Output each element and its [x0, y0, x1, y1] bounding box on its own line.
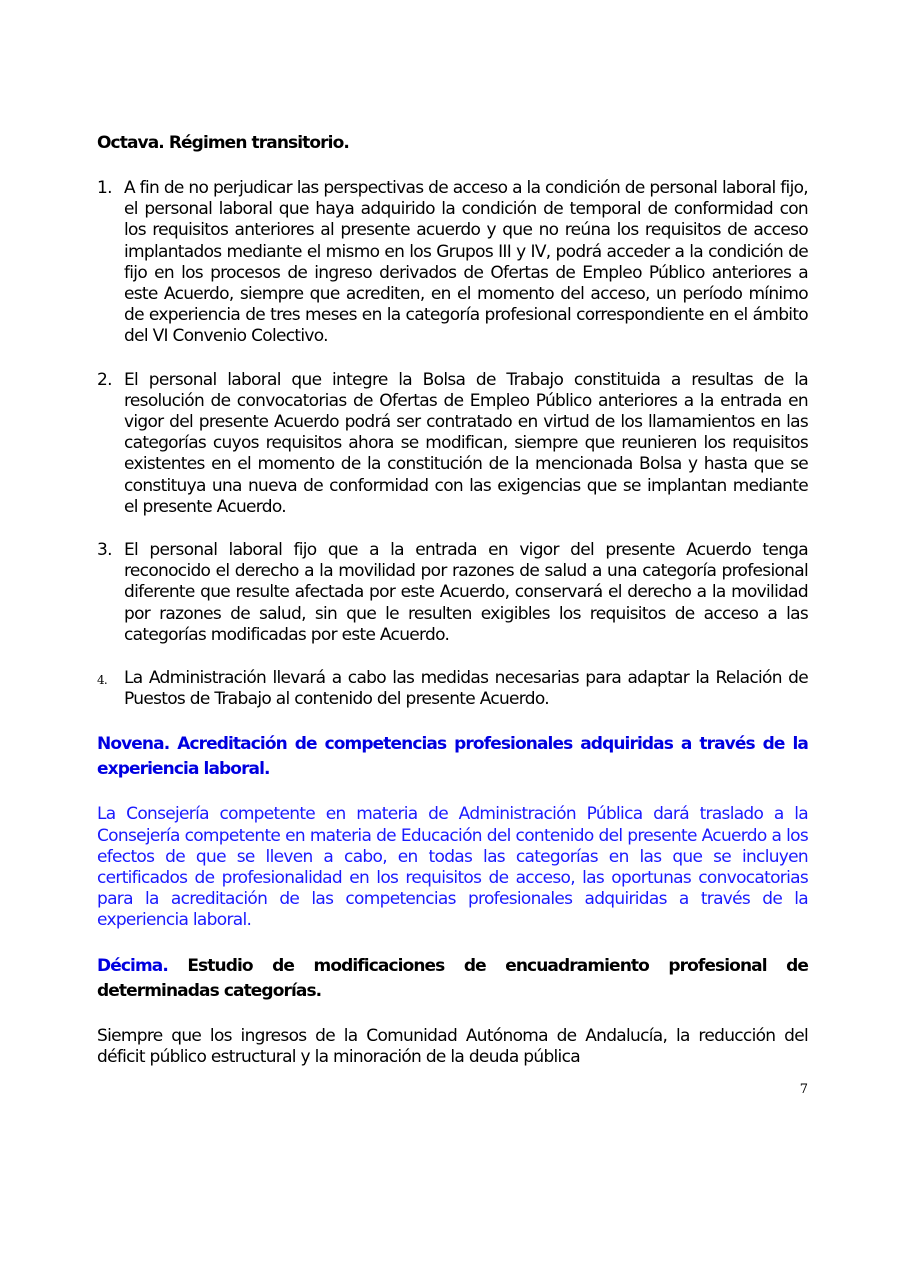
list-item	[97, 668, 808, 710]
list-number: 1.	[97, 178, 112, 198]
section-heading-novena: Novena. Acreditación de competencias profesionales adquiridas a través de la experiencia laboral.	[97, 734, 808, 780]
list-item-text: La Administración llevará a cabo las medidas necesarias para adaptar la Relación de Puestos de Trabajo al contenido del presente Acuerdo.	[124, 668, 808, 710]
list-item-text: El personal laboral que integre la Bolsa de Trabajo constituida a resultas de la resolución de convocatorias de Ofertas de Empleo Público anteriores a la entrada en vigor del presente Acuerdo podrá ser contratado en virtud de los llamamientos en las categorías cuyos requisitos ahora se modifican, siempre que reunieren los requisitos existentes en el momento de la constitución de la mencionada Bolsa y hasta que se constituya una nueva de conformidad con las exigencias que se implantan mediante el presente Acuerdo.	[124, 369, 808, 517]
section-heading-octava: Octava. Régimen transitorio.	[97, 133, 349, 153]
list-item	[97, 540, 808, 646]
section-heading-decima	[97, 954, 808, 1004]
list-number: 3.	[97, 540, 112, 561]
list-item	[97, 370, 808, 518]
page-number: 7	[799, 1082, 808, 1098]
list-item-text: El personal laboral fijo que a la entrada en vigor del presente Acuerdo tenga reconocido el derecho a la movilidad por razones de salud a una categoría profesional diferente que resulte afectada por este Acuerdo, conservará el derecho a la movilidad por razones de salud, sin que le resulten exigibles los requisitos de acceso a las categorías modificadas por este Acuerdo.	[124, 540, 808, 645]
heading-prefix: Décima.	[97, 955, 168, 976]
list-number: 4.	[97, 673, 108, 688]
heading-rest: Estudio de modificaciones de encuadramiento profesional de determinadas categorías.	[97, 955, 808, 1001]
section-paragraph-novena: La Consejería competente en materia de Administración Pública dará traslado a la Consejería competente en materia de Educación del contenido del presente Acuerdo a los efectos de que se lleven a cabo, en todas las categorías en las que se incluyen certificados de profesionalidad en los requisitos de acceso, las oportunas convocatorias para la acreditación de las competencias profesionales adquiridas a través de la experiencia laboral.	[97, 804, 808, 931]
list-item	[97, 178, 808, 348]
list-item-text: A fin de no perjudicar las perspectivas de acceso a la condición de personal laboral fijo, el personal laboral que haya adquirido la condición de temporal de conformidad con los requisitos anteriores al presente acuerdo y que no reúna los requisitos de acceso implantados mediante el mismo en los Grupos III y IV, podrá acceder a la condición de fijo en los procesos de ingreso derivados de Ofertas de Empleo Público anteriores a este Acuerdo, siempre que acrediten, en el momento del acceso, un período mínimo de experiencia de tres meses en la categoría profesional correspondiente en el ámbito del VI Convenio Colectivo.	[124, 178, 808, 347]
list-number: 2.	[97, 369, 112, 390]
section-paragraph-decima: Siempre que los ingresos de la Comunidad Autónoma de Andalucía, la reducción del déficit público estructural y la minoración de la deuda pública	[97, 1025, 808, 1067]
